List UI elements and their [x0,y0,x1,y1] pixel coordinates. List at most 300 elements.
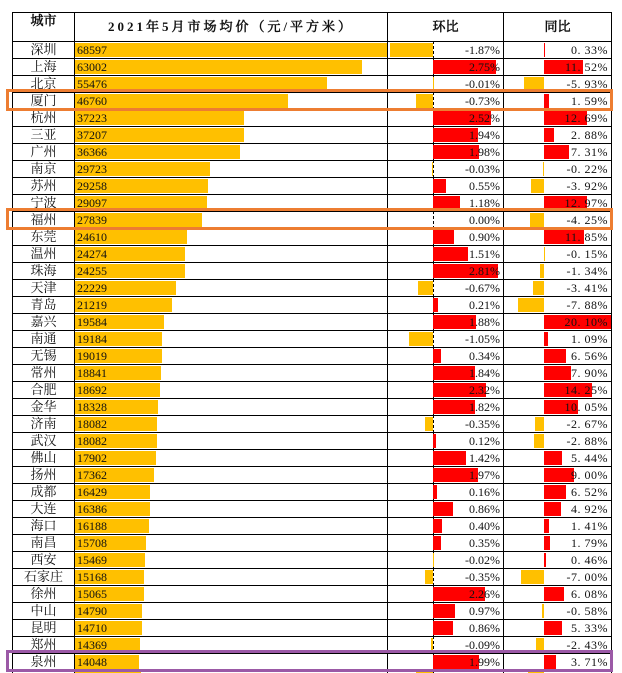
price-value: 15168 [77,570,107,584]
price-value: 18082 [77,434,107,448]
mom-change-bar [433,502,453,516]
yoy-value: -7. 00% [566,570,608,584]
highlight-box-厦门 [6,89,613,111]
col-header-yoy: 同比 [544,19,571,34]
yoy-value: 5. 33% [571,621,608,635]
city-name: 宁波 [13,195,75,211]
city-name: 嘉兴 [13,314,75,330]
table-row [13,314,611,331]
price-value: 29723 [77,162,107,176]
mom-value: -0.73% [465,94,500,108]
yoy-cell [504,144,611,160]
city-name: 青岛 [13,297,75,313]
yoy-cell [504,518,611,534]
city-name: 成都 [13,484,75,500]
price-cell [75,42,388,58]
price-cell [75,433,388,449]
mom-zero-axis [433,416,434,432]
city-name: 石家庄 [13,569,75,585]
price-cell [75,620,388,636]
table-row [13,484,611,501]
yoy-change-bar [544,553,546,567]
yoy-change-bar [544,43,545,57]
yoy-value: -3. 41% [566,281,608,295]
mom-value: 1.98% [469,145,500,159]
mom-change-bar [390,43,433,57]
mom-value: -1.87% [465,43,500,57]
yoy-change-bar [533,281,544,295]
mom-cell [388,229,504,245]
yoy-value: 2. 88% [571,128,608,142]
mom-cell [388,314,504,330]
mom-value: 2.81% [469,264,500,278]
price-cell [75,246,388,262]
price-cell [75,59,388,75]
yoy-change-bar [521,570,544,584]
yoy-value: 7. 31% [571,145,608,159]
city-name: 武汉 [13,433,75,449]
mom-cell [388,484,504,500]
table-row [13,467,611,484]
yoy-cell [504,42,611,58]
yoy-value: 11. 85% [564,230,608,244]
city-name: 扬州 [13,467,75,483]
price-cell [75,484,388,500]
mom-value: 2.32% [469,383,500,397]
mom-change-bar [418,281,433,295]
mom-value: 1.94% [469,128,500,142]
mom-cell [388,263,504,279]
price-cell [75,501,388,517]
city-name: 深圳 [13,42,75,58]
price-cell [75,263,388,279]
price-cell [75,603,388,619]
yoy-cell [504,348,611,364]
mom-change-bar [409,332,433,346]
price-value: 16429 [77,485,107,499]
price-cell [75,365,388,381]
yoy-value: 11. 52% [564,60,608,74]
table-row [13,518,611,535]
city-name: 昆明 [13,620,75,636]
yoy-change-bar [543,162,544,176]
city-name: 福州 [13,212,75,228]
price-cell [75,416,388,432]
mom-cell [388,382,504,398]
yoy-cell [504,263,611,279]
yoy-cell [504,535,611,551]
mom-change-bar [433,247,468,261]
price-cell [75,127,388,143]
col-header-mom: 环比 [388,13,504,41]
price-cell [75,569,388,585]
mom-change-bar [433,298,438,312]
mom-value: 0.97% [469,604,500,618]
mom-cell [388,331,504,347]
yoy-change-bar [531,179,544,193]
mom-value: 1.97% [469,468,500,482]
price-value: 14369 [77,638,107,652]
mom-value: 0.35% [469,536,500,550]
yoy-cell [504,297,611,313]
table-row [13,42,611,59]
city-name: 常州 [13,365,75,381]
yoy-cell [504,314,611,330]
table-row [13,161,611,178]
city-name: 珠海 [13,263,75,279]
city-name: 郑州 [13,637,75,653]
yoy-value: 1. 41% [571,519,608,533]
mom-cell [388,535,504,551]
price-bar [75,43,387,57]
mom-cell [388,110,504,126]
price-value: 15469 [77,553,107,567]
price-value: 18841 [77,366,107,380]
yoy-value: -2. 43% [566,638,608,652]
table-row [13,144,611,161]
table-row [13,552,611,569]
mom-change-bar [433,179,446,193]
price-value: 17362 [77,468,107,482]
city-name: 合肥 [13,382,75,398]
price-cell [75,552,388,568]
mom-cell [388,620,504,636]
price-value: 24274 [77,247,107,261]
city-name: 苏州 [13,178,75,194]
mom-cell [388,297,504,313]
mom-change-bar [433,451,466,465]
yoy-value: -3. 92% [566,179,608,193]
mom-value: 1.82% [469,400,500,414]
yoy-cell [504,450,611,466]
mom-change-bar [432,162,433,176]
mom-cell [388,280,504,296]
city-name: 西安 [13,552,75,568]
yoy-value: 12. 69% [564,111,608,125]
price-cell [75,178,388,194]
mom-change-bar [433,434,436,448]
mom-zero-axis [433,280,434,296]
table-row [13,382,611,399]
yoy-value: 20. 10% [564,315,608,329]
table-row [13,297,611,314]
mom-value: 0.86% [469,621,500,635]
yoy-value: 3. 71% [571,655,608,669]
table-row [13,59,611,76]
city-name: 金华 [13,399,75,415]
yoy-value: 0. 33% [571,43,608,57]
yoy-value: 10. 05% [564,400,608,414]
price-value: 29258 [77,179,107,193]
price-value: 16188 [77,519,107,533]
mom-cell [388,467,504,483]
price-cell [75,382,388,398]
price-value: 63002 [77,60,107,74]
city-name: 中山 [13,603,75,619]
mom-value: 0.90% [469,230,500,244]
yoy-cell [504,586,611,602]
price-value: 19584 [77,315,107,329]
yoy-change-bar [542,604,544,618]
table-row [13,127,611,144]
yoy-value: 5. 44% [571,451,608,465]
yoy-cell [504,484,611,500]
table-row [13,280,611,297]
price-value: 55476 [77,77,107,91]
mom-value: 0.86% [469,502,500,516]
price-value: 15065 [77,587,107,601]
col-header-city: 城市 [13,13,75,41]
mom-zero-axis [433,42,434,58]
yoy-cell [504,229,611,245]
price-value: 15708 [77,536,107,550]
yoy-change-bar [544,332,548,346]
table-row [13,263,611,280]
price-cell [75,450,388,466]
city-name: 北京 [13,76,75,92]
mom-cell [388,178,504,194]
price-value: 19019 [77,349,107,363]
table-row [13,416,611,433]
table-row [13,569,611,586]
price-cell [75,280,388,296]
mom-cell [388,586,504,602]
yoy-cell [504,416,611,432]
price-value: 29097 [77,196,107,210]
yoy-value: 6. 08% [571,587,608,601]
city-name: 上海 [13,59,75,75]
yoy-change-bar [518,298,544,312]
price-bar [75,60,362,74]
price-value: 37207 [77,128,107,142]
table-row [13,246,611,263]
price-value: 17902 [77,451,107,465]
mom-cell [388,450,504,466]
mom-change-bar [433,349,441,363]
yoy-change-bar [544,349,566,363]
mom-cell [388,144,504,160]
city-name: 温州 [13,246,75,262]
yoy-change-bar [540,264,545,278]
city-name: 南通 [13,331,75,347]
city-name: 海口 [13,518,75,534]
mom-value: 2.75% [469,60,500,74]
yoy-value: 0. 46% [571,553,608,567]
table-row [13,229,611,246]
mom-change-bar [433,604,455,618]
price-value: 22229 [77,281,107,295]
price-cell [75,297,388,313]
mom-cell [388,42,504,58]
highlight-box-福州 [6,208,613,230]
price-value: 24610 [77,230,107,244]
highlight-box-泉州 [6,650,613,672]
mom-change-bar [433,519,442,533]
price-cell [75,161,388,177]
price-value: 19184 [77,332,107,346]
yoy-change-bar [544,519,549,533]
yoy-change-bar [544,536,550,550]
city-name: 南昌 [13,535,75,551]
mom-cell [388,348,504,364]
mom-value: -0.03% [465,162,500,176]
city-name: 广州 [13,144,75,160]
mom-value: 0.21% [469,298,500,312]
yoy-value: -0. 15% [566,247,608,261]
yoy-value: 12. 97% [564,196,608,210]
price-value: 37223 [77,111,107,125]
mom-value: -1.05% [465,332,500,346]
mom-cell [388,552,504,568]
yoy-cell [504,501,611,517]
mom-change-bar [425,570,433,584]
mom-value: 2.26% [469,587,500,601]
table-row [13,501,611,518]
yoy-cell [504,467,611,483]
mom-value: 1.88% [469,315,500,329]
price-cell [75,110,388,126]
mom-change-bar [433,485,437,499]
yoy-change-bar [534,434,544,448]
mom-zero-axis [433,569,434,585]
table-header [13,13,611,42]
mom-value: -0.35% [465,570,500,584]
mom-value: -0.67% [465,281,500,295]
yoy-change-bar [544,145,569,159]
yoy-cell [504,620,611,636]
yoy-cell [504,246,611,262]
yoy-value: -2. 67% [566,417,608,431]
price-value: 24255 [77,264,107,278]
city-name: 泉州 [13,654,75,670]
mom-value: 0.55% [469,179,500,193]
yoy-value: 14. 25% [564,383,608,397]
mom-cell [388,399,504,415]
price-cell [75,586,388,602]
yoy-cell [504,569,611,585]
yoy-cell [504,552,611,568]
yoy-value: -0. 58% [566,604,608,618]
mom-zero-axis [433,552,434,568]
price-value: 14048 [77,655,107,669]
price-cell [75,331,388,347]
mom-value: -0.01% [465,77,500,91]
yoy-change-bar [544,128,554,142]
yoy-value: -0. 22% [566,162,608,176]
price-cell [75,535,388,551]
price-value: 46760 [77,94,107,108]
yoy-cell [504,110,611,126]
mom-cell [388,569,504,585]
yoy-value: -1. 34% [566,264,608,278]
mom-change-bar [433,536,441,550]
city-name: 南京 [13,161,75,177]
yoy-change-bar [544,621,562,635]
mom-cell [388,433,504,449]
yoy-value: 1. 59% [571,94,608,108]
yoy-change-bar [544,451,562,465]
table-row [13,348,611,365]
yoy-change-bar [544,366,571,380]
yoy-value: 6. 52% [571,485,608,499]
mom-value: 1.99% [469,655,500,669]
city-name: 三亚 [13,127,75,143]
yoy-cell [504,399,611,415]
table-row [13,399,611,416]
mom-cell [388,603,504,619]
price-cell [75,314,388,330]
price-value: 16386 [77,502,107,516]
mom-value: -0.02% [465,553,500,567]
table-row [13,620,611,637]
mom-change-bar [433,621,453,635]
yoy-value: -7. 88% [566,298,608,312]
price-cell [75,467,388,483]
mom-cell [388,518,504,534]
yoy-cell [504,178,611,194]
city-price-table [12,12,612,673]
mom-zero-axis [433,161,434,177]
mom-cell [388,127,504,143]
table-row [13,110,611,127]
table-row [13,178,611,195]
price-value: 18328 [77,400,107,414]
mom-change-bar [433,553,434,567]
yoy-cell [504,603,611,619]
mom-cell [388,501,504,517]
price-cell [75,144,388,160]
yoy-cell [504,365,611,381]
yoy-change-bar [544,247,545,261]
mom-value: -0.09% [465,638,500,652]
city-name: 济南 [13,416,75,432]
price-value: 27839 [77,213,107,227]
mom-zero-axis [433,331,434,347]
mom-cell [388,59,504,75]
table-row [13,433,611,450]
col-header-price: 2021年5月市场均价（元/平方米） [75,13,388,41]
table-row [13,331,611,348]
mom-value: -0.35% [465,417,500,431]
yoy-cell [504,127,611,143]
yoy-cell [504,382,611,398]
price-cell [75,348,388,364]
mom-value: 1.18% [469,196,500,210]
price-cell [75,229,388,245]
mom-value: 0.00% [469,213,500,227]
yoy-change-bar [544,468,574,482]
price-value: 14710 [77,621,107,635]
table-body [13,42,611,673]
yoy-change-bar [535,417,544,431]
price-value: 14790 [77,604,107,618]
mom-cell [388,416,504,432]
table-row [13,586,611,603]
price-value: 68597 [77,43,107,57]
yoy-value: 4. 92% [571,502,608,516]
mom-change-bar [425,417,433,431]
city-name: 佛山 [13,450,75,466]
yoy-cell [504,331,611,347]
city-name: 厦门 [13,93,75,109]
table-row [13,365,611,382]
price-cell [75,518,388,534]
yoy-cell [504,280,611,296]
yoy-cell [504,59,611,75]
table-row [13,450,611,467]
price-value: 21219 [77,298,107,312]
city-name: 无锡 [13,348,75,364]
